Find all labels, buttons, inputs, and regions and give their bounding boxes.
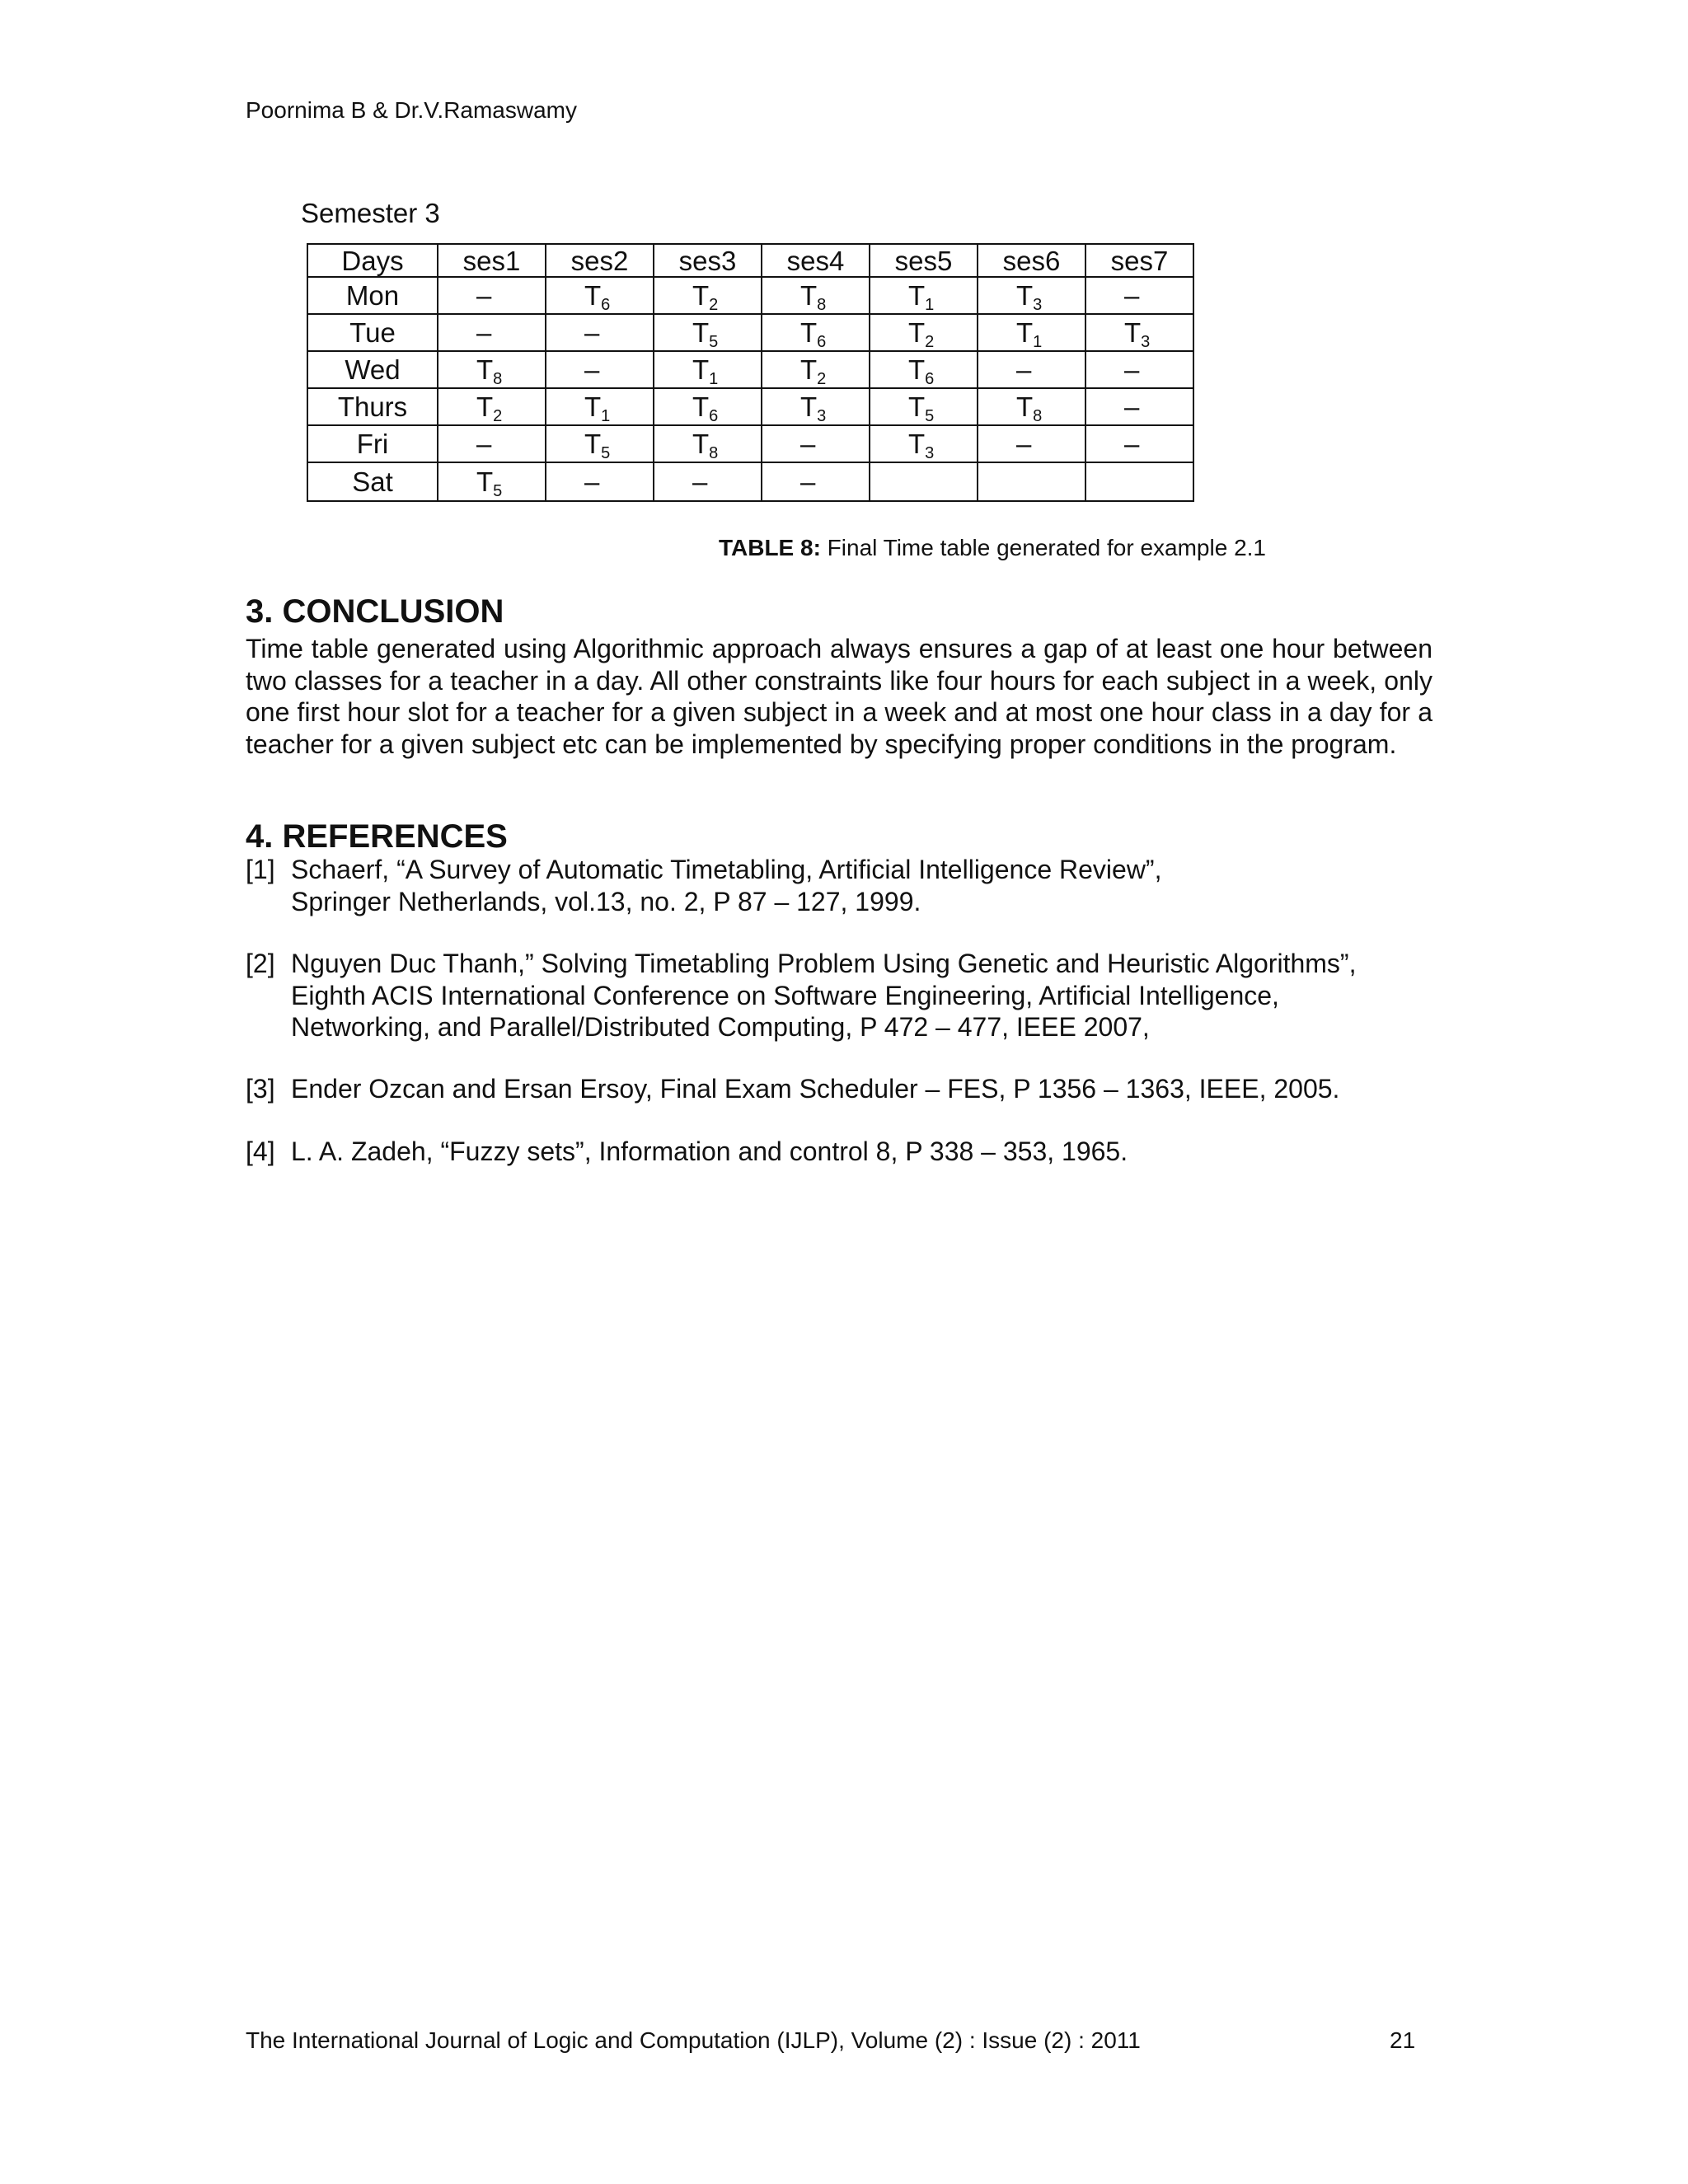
timetable-day-cell: Sat bbox=[307, 462, 438, 501]
timetable-session-cell: – bbox=[546, 351, 654, 388]
timetable-session-cell: $T_5$ bbox=[654, 314, 762, 351]
reference-number: [3] bbox=[246, 1074, 275, 1104]
timetable-session-cell: – bbox=[438, 314, 546, 351]
timetable-session-cell: – bbox=[1085, 388, 1193, 425]
timetable-header-cell: ses1 bbox=[438, 244, 546, 277]
timetable bbox=[307, 243, 1194, 502]
timetable-session-cell: $T_2$ bbox=[654, 277, 762, 314]
timetable-session-cell: $T_8$ bbox=[654, 425, 762, 462]
references-heading: 4. REFERENCES bbox=[246, 818, 508, 855]
timetable-session-cell: $T_6$ bbox=[870, 351, 978, 388]
timetable-session-cell: – bbox=[1085, 351, 1193, 388]
timetable-day-cell: Thurs bbox=[307, 388, 438, 425]
timetable-session-cell: $T_2$ bbox=[438, 388, 546, 425]
timetable-header-cell: ses3 bbox=[654, 244, 762, 277]
timetable-header-cell: ses6 bbox=[978, 244, 1085, 277]
timetable-session-cell: $T_8$ bbox=[978, 388, 1085, 425]
timetable-session-cell: $T_5$ bbox=[546, 425, 654, 462]
timetable-day-cell: Wed bbox=[307, 351, 438, 388]
reference-line: Schaerf, “A Survey of Automatic Timetabling, Artificial Intelligence Review”, bbox=[291, 855, 1162, 884]
timetable-row bbox=[307, 314, 1193, 351]
reference-line: Ender Ozcan and Ersan Ersoy, Final Exam Scheduler – FES, P 1356 – 1363, IEEE, 2005. bbox=[291, 1074, 1340, 1104]
reference-line: Eighth ACIS International Conference on Software Engineering, Artificial Intelligence, bbox=[291, 980, 1279, 1010]
timetable-session-cell: – bbox=[978, 351, 1085, 388]
timetable-session-cell: $T_3$ bbox=[978, 277, 1085, 314]
timetable-session-cell: – bbox=[762, 425, 870, 462]
timetable-session-cell: $T_3$ bbox=[762, 388, 870, 425]
timetable-session-cell: – bbox=[546, 314, 654, 351]
timetable-session-cell: $T_6$ bbox=[654, 388, 762, 425]
reference-number: [2] bbox=[246, 949, 275, 978]
timetable-session-cell: – bbox=[546, 462, 654, 501]
timetable-session-cell: – bbox=[1085, 425, 1193, 462]
timetable-session-cell: $T_5$ bbox=[438, 462, 546, 501]
timetable-session-cell: – bbox=[978, 425, 1085, 462]
timetable-session-cell: $T_1$ bbox=[978, 314, 1085, 351]
timetable-session-cell bbox=[870, 462, 978, 501]
conclusion-heading: 3. CONCLUSION bbox=[246, 593, 504, 630]
timetable-session-cell: $T_2$ bbox=[762, 351, 870, 388]
caption-text: Final Time table generated for example 2.1 bbox=[820, 535, 1266, 560]
running-header: Poornima B & Dr.V.Ramaswamy bbox=[246, 97, 577, 123]
timetable-session-cell: – bbox=[762, 462, 870, 501]
reference-line: Springer Netherlands, vol.13, no. 2, P 87 – 127, 1999. bbox=[291, 886, 921, 916]
timetable-session-cell bbox=[978, 462, 1085, 501]
timetable-session-cell bbox=[1085, 462, 1193, 501]
timetable-header-cell: ses4 bbox=[762, 244, 870, 277]
timetable-session-cell: $T_3$ bbox=[870, 425, 978, 462]
timetable-header-cell: ses5 bbox=[870, 244, 978, 277]
timetable-session-cell: $T_1$ bbox=[870, 277, 978, 314]
semester-label: Semester 3 bbox=[301, 198, 440, 228]
timetable-session-cell: $T_1$ bbox=[546, 388, 654, 425]
timetable-session-cell: $T_8$ bbox=[762, 277, 870, 314]
timetable-row bbox=[307, 388, 1193, 425]
journal-footer: The International Journal of Logic and Computation (IJLP), Volume (2) : Issue (2) : 2011 bbox=[246, 2027, 1141, 2053]
timetable-session-cell: $T_6$ bbox=[546, 277, 654, 314]
timetable-session-cell: $T_3$ bbox=[1085, 314, 1193, 351]
timetable-row bbox=[307, 277, 1193, 314]
reference-number: [1] bbox=[246, 855, 275, 884]
timetable-session-cell: $T_1$ bbox=[654, 351, 762, 388]
timetable-session-cell: $T_8$ bbox=[438, 351, 546, 388]
reference-line: Networking, and Parallel/Distributed Computing, P 472 – 477, IEEE 2007, bbox=[291, 1012, 1150, 1042]
timetable-session-cell: $T_2$ bbox=[870, 314, 978, 351]
reference-line: Nguyen Duc Thanh,” Solving Timetabling Problem Using Genetic and Heuristic Algorithms”, bbox=[291, 949, 1357, 978]
timetable-day-cell: Mon bbox=[307, 277, 438, 314]
page-number: 21 bbox=[1390, 2027, 1416, 2053]
timetable-header-cell: Days bbox=[307, 244, 438, 277]
reference-line: L. A. Zadeh, “Fuzzy sets”, Information and control 8, P 338 – 353, 1965. bbox=[291, 1137, 1128, 1166]
timetable-session-cell: – bbox=[654, 462, 762, 501]
timetable-session-cell: – bbox=[438, 277, 546, 314]
timetable-header-cell: ses7 bbox=[1085, 244, 1193, 277]
timetable-day-cell: Tue bbox=[307, 314, 438, 351]
timetable-session-cell: $T_6$ bbox=[762, 314, 870, 351]
timetable-session-cell: $T_5$ bbox=[870, 388, 978, 425]
timetable-row bbox=[307, 462, 1193, 501]
conclusion-body: Time table generated using Algorithmic approach always ensures a gap of at least one hour between two classes for a teacher in a day. All other constraints like four hours for each subject in a week, only one first hour slot for a teacher for a given subject in a week and at most one hour class in a day for a teacher for a given subject etc can be implemented by specifying proper conditions in the program. bbox=[246, 634, 1432, 759]
table-caption bbox=[0, 535, 1688, 561]
timetable-session-cell: – bbox=[438, 425, 546, 462]
timetable-row bbox=[307, 425, 1193, 462]
timetable-session-cell: – bbox=[1085, 277, 1193, 314]
timetable-day-cell: Fri bbox=[307, 425, 438, 462]
timetable-header-cell: ses2 bbox=[546, 244, 654, 277]
caption-label: TABLE 8: bbox=[718, 535, 821, 560]
timetable-header-row bbox=[307, 244, 1193, 277]
reference-number: [4] bbox=[246, 1137, 275, 1166]
timetable-row bbox=[307, 351, 1193, 388]
